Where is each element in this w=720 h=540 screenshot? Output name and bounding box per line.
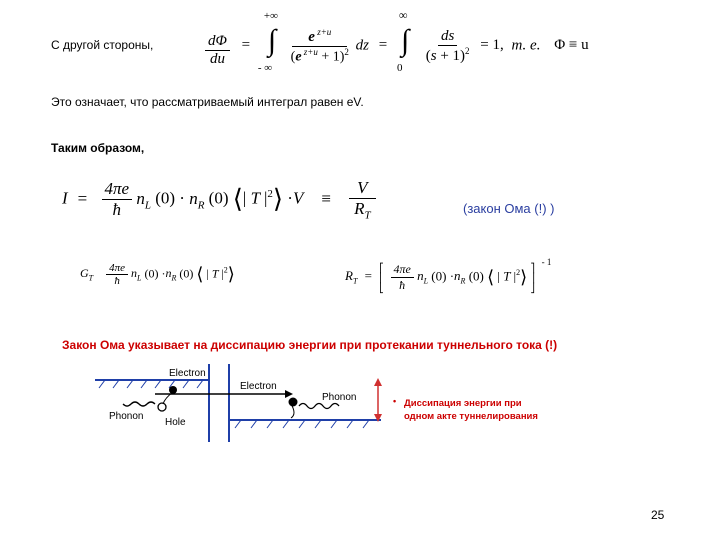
note-line-1: Диссипация энергии при xyxy=(404,398,522,409)
tunneling-arrow-head xyxy=(285,390,293,398)
phonon-wave-right xyxy=(299,404,339,409)
label-phonon-left: Phonon xyxy=(109,411,144,422)
energy-arrow-head-top xyxy=(374,378,382,386)
electron-dot-right xyxy=(289,398,298,407)
tunneling-diagram xyxy=(95,362,387,452)
right-hatching xyxy=(235,420,369,428)
formula-conductance: $G_T$ $\frac{4\pi e}{ħ}$ $n_L$ $(0) \cdot n_R$ (0) ⟨ | T $|^2⟩$ xyxy=(80,262,235,287)
phonon-wave-left xyxy=(123,402,155,406)
electron-dot-left xyxy=(169,386,177,394)
conclusion-text: Закон Ома указывает на диссипацию энергии при протекании туннельного тока (!) xyxy=(62,338,558,352)
statement-line: Это означает, что рассматриваемый интеграл равен eV. xyxy=(51,95,364,109)
ohm-law-label: (закон Ома (!) ) xyxy=(463,201,555,216)
note-line-2: одном акте туннелирования xyxy=(404,411,538,422)
page-number: 25 xyxy=(651,508,665,522)
left-hatching xyxy=(99,380,203,388)
label-hole: Hole xyxy=(165,417,186,428)
note-text xyxy=(404,397,538,423)
label-electron-right: Electron xyxy=(240,381,277,392)
formula-current: I = $\frac{4\pi e}{ħ}$ $n_L$ $(0) \cdot n_R$ (0) ⟨| T $|^2⟩ \cdot V$ ≡ $\frac{V}{R_T}$ xyxy=(62,178,376,221)
formula-dphi-du: $\frac{d\Phi}{du}$ = +∞ ∫ - ∞ $\frac{e ^{z+u}}{(e ^{z+u} + 1)^2}$ dz = ∞ ∫ 0 $\frac{ds}{(s + 1)^2}$ = 1, т. е. Φ ≡ u xyxy=(205,16,589,76)
hole-circle xyxy=(158,403,166,411)
label-phonon-right: Phonon xyxy=(322,392,357,403)
intro-label: С другой стороны, xyxy=(51,38,154,52)
note-bullet: • xyxy=(393,396,397,406)
thus-label: Таким образом, xyxy=(51,141,145,155)
label-electron-left: Electron xyxy=(169,368,206,379)
formula-resistance: $R_T$ = ⎡ ⎢ ⎣ $\frac{4\pi e}{ħ}$ $n_L$ $(0) \cdot n_R$ (0) ⟨ | T $|^2⟩$ ⎤ ⎥ ⎦ $^{- 1}$ xyxy=(345,257,552,293)
